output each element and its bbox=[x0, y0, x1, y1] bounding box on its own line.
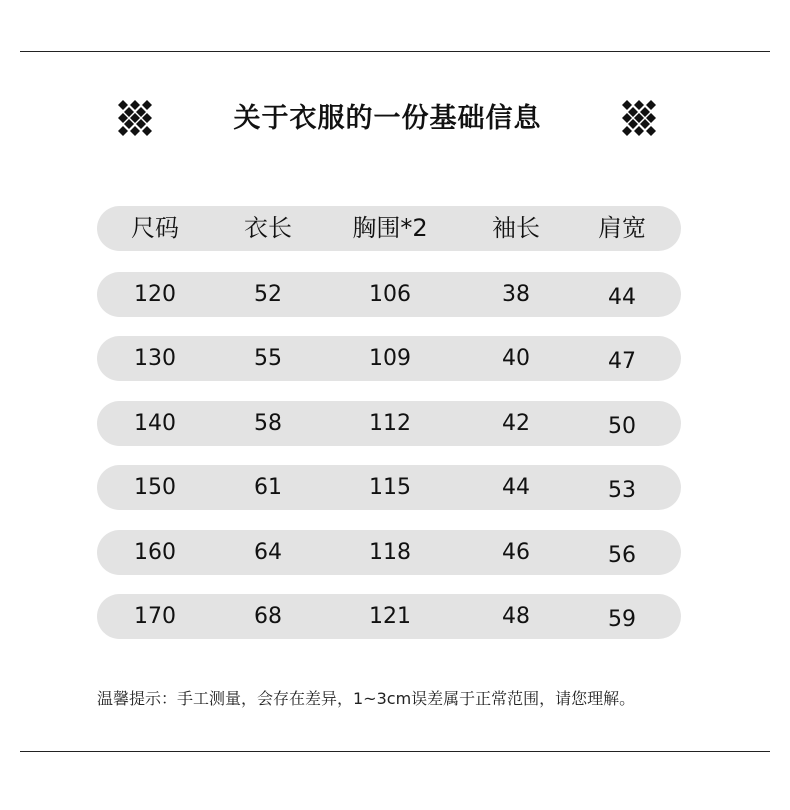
top-divider bbox=[20, 51, 770, 52]
table-row bbox=[97, 465, 681, 510]
cell-shoulder: 50 bbox=[608, 414, 636, 439]
table-header-row bbox=[97, 206, 681, 251]
cell-size: 150 bbox=[134, 475, 176, 500]
cell-shoulder: 59 bbox=[608, 607, 636, 632]
table-row bbox=[97, 336, 681, 381]
table-row bbox=[97, 272, 681, 317]
cell-size: 160 bbox=[134, 540, 176, 565]
table-row bbox=[97, 594, 681, 639]
cell-chest: 112 bbox=[369, 411, 411, 436]
cell-length: 58 bbox=[254, 411, 282, 436]
cell-length: 68 bbox=[254, 604, 282, 629]
cell-size: 170 bbox=[134, 604, 176, 629]
header-chest: 胸围*2 bbox=[352, 214, 428, 242]
cell-length: 52 bbox=[254, 282, 282, 307]
table-row bbox=[97, 530, 681, 575]
header-size: 尺码 bbox=[131, 214, 179, 242]
cell-shoulder: 53 bbox=[608, 478, 636, 503]
cell-chest: 115 bbox=[369, 475, 411, 500]
cell-size: 140 bbox=[134, 411, 176, 436]
cell-sleeve: 48 bbox=[502, 604, 530, 629]
table-row bbox=[97, 401, 681, 446]
cell-chest: 106 bbox=[369, 282, 411, 307]
cell-length: 61 bbox=[254, 475, 282, 500]
cell-sleeve: 46 bbox=[502, 540, 530, 565]
diamond-cluster-icon bbox=[621, 100, 657, 136]
cell-shoulder: 47 bbox=[608, 349, 636, 374]
cell-shoulder: 56 bbox=[608, 543, 636, 568]
cell-length: 64 bbox=[254, 540, 282, 565]
cell-sleeve: 38 bbox=[502, 282, 530, 307]
cell-chest: 118 bbox=[369, 540, 411, 565]
header-length: 衣长 bbox=[244, 214, 292, 242]
cell-size: 120 bbox=[134, 282, 176, 307]
cell-length: 55 bbox=[254, 346, 282, 371]
measurement-tip: 温馨提示：手工测量，会存在差异，1~3cm误差属于正常范围，请您理解。 bbox=[97, 689, 636, 708]
header-shoulder: 肩宽 bbox=[598, 214, 646, 242]
cell-size: 130 bbox=[134, 346, 176, 371]
cell-sleeve: 42 bbox=[502, 411, 530, 436]
cell-chest: 109 bbox=[369, 346, 411, 371]
page-title: 关于衣服的一份基础信息 bbox=[233, 103, 542, 134]
cell-sleeve: 40 bbox=[502, 346, 530, 371]
bottom-divider bbox=[20, 751, 770, 752]
header-sleeve: 袖长 bbox=[492, 214, 540, 242]
cell-sleeve: 44 bbox=[502, 475, 530, 500]
cell-shoulder: 44 bbox=[608, 285, 636, 310]
cell-chest: 121 bbox=[369, 604, 411, 629]
